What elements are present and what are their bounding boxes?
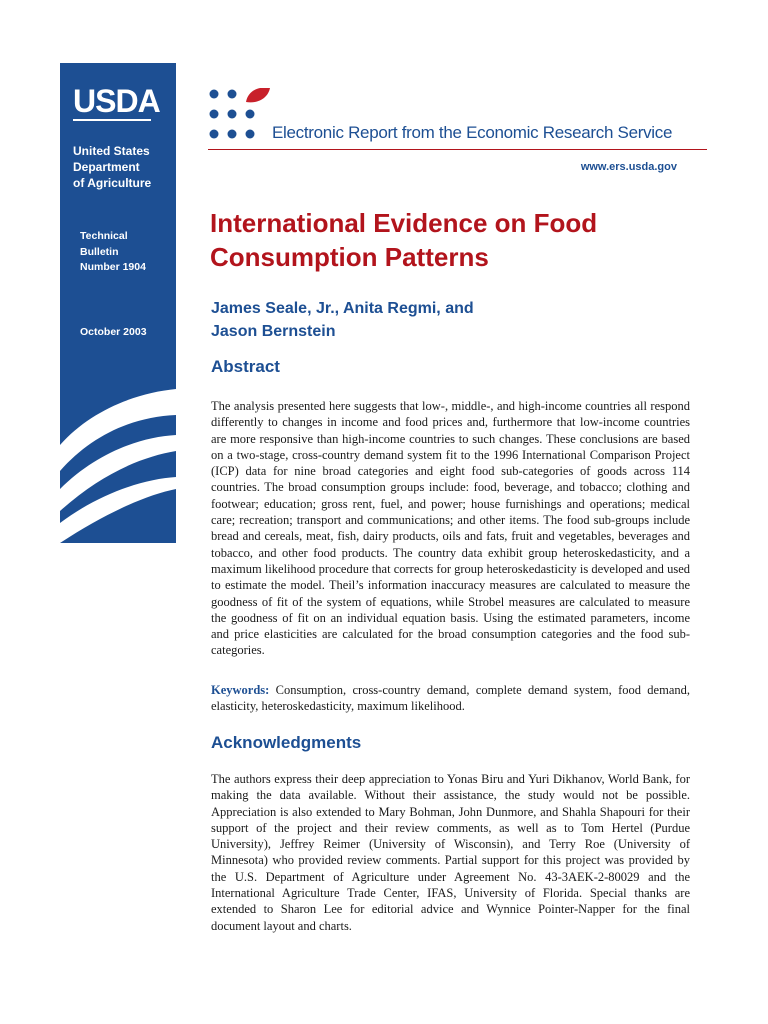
website-link[interactable]: www.ers.usda.gov (580, 161, 677, 173)
agency-line: United States (73, 144, 150, 158)
publication-date: October 2003 (80, 326, 147, 338)
keywords-label: Keywords: (211, 683, 270, 697)
header-rule (208, 149, 707, 150)
bulletin-line: Bulletin (80, 245, 119, 258)
abstract-heading: Abstract (211, 357, 280, 376)
acknowledgments-text: The authors express their deep appreciation to Yonas Biru and Yuri Dikhanov, World Bank, for making the data available. Without their assistance, the study would not be possible. Appreciation is also extended to Mary Bohman, John Dunmore, and Shahla Shapouri for their support of the project and their review comments, as well as to Tom Hertel (Purdue University), Jeffrey Reimer (University of Wisconsin), and Terry Roe (University of Minnesota) who provided review comments. Partial support for this project was provided by the U.S. Department of Agriculture under Agreement No. 43-3AEK-2-80029 and the International Agriculture Trade Center, IFAS, University of Florida. Special thanks are extended to Sharon Lee for editorial advice and Wynnice Pointer-Napper for the final document layout and charts. (211, 772, 690, 933)
bulletin-number (80, 229, 170, 276)
document-title: International Evidence on Food Consumption Patterns (210, 208, 598, 272)
swoosh-graphic (60, 353, 176, 543)
agency-line: of Agriculture (73, 176, 152, 190)
agency-name (73, 143, 173, 191)
bulletin-line: Technical (80, 230, 128, 242)
abstract-text: The analysis presented here suggests that low-, middle-, and high-income countries all respond differently to changes in income and food prices and, furthermore that low-income countries are more responsive than high-income countries to such changes. These conclusions are based on a two-stage, cross-country demand system fit to the 1996 International Comparison Project (ICP) data for nine broad categories and eight food sub-categories of goods across 114 countries. The broad consumption groups include: food, beverage, and tobacco; clothing and footwear; education; gross rent, fuel, and power; house furnishings and operations; medical care; recreation; transport and communications; and other items. The food sub-groups include bread and cereals, meat, fish, dairy products, oils and fats, fruit and vegetables, beverages and tobacco, and other food products. The country data exhibit group heteroskedasticity, and a maximum likelihood procedure that corrects for group heteroskedasticity is developed and used to estimate the model. Theil’s information inaccuracy measures are calculated to measure the goodness of fit of the system of equations, while Strobel measures are calculated to measure the goodness of fit on an individual equation basis. Using the estimated parameters, income and price elasticities are calculated for the broad consumption categories and the food sub-categories. (211, 399, 690, 658)
ers-dots-logo (208, 88, 272, 146)
agency-line: Department (73, 160, 140, 174)
report-series: Electronic Report from the Economic Research Service (272, 123, 673, 142)
authors-line: James Seale, Jr., Anita Regmi, and (211, 300, 474, 317)
acknowledgments-heading: Acknowledgments (211, 733, 362, 752)
authors-line: Jason Bernstein (211, 323, 336, 340)
keywords (211, 682, 690, 715)
usda-logo: USDA (73, 83, 160, 119)
logo-underline (73, 119, 151, 121)
leaf-icon (246, 88, 270, 102)
keywords-text: Consumption, cross-country demand, complete demand system, food demand, elasticity, heteroskedasticity, maximum likelihood. (211, 683, 691, 714)
bulletin-line: Number 1904 (80, 261, 146, 273)
authors (211, 297, 651, 343)
usda-sidebar (60, 63, 176, 543)
